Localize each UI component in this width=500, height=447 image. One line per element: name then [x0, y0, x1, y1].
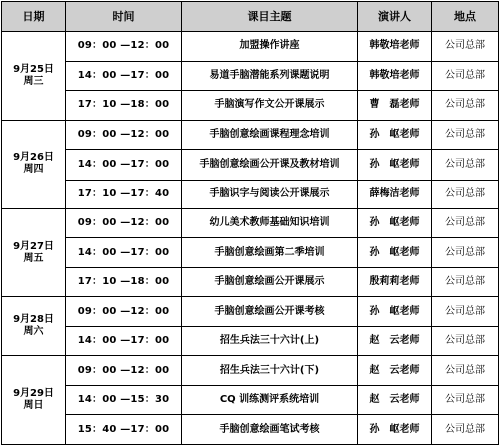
location-cell: 公司总部 — [432, 32, 499, 62]
location-cell: 公司总部 — [432, 91, 499, 121]
table-row — [2, 385, 499, 415]
location-cell: 公司总部 — [432, 150, 499, 181]
weekday-text: 周五 — [23, 252, 44, 264]
table-row — [2, 238, 499, 268]
time-cell: 09：00 —12：00 — [66, 297, 182, 327]
speaker-cell: 孙 岖老师 — [358, 415, 432, 445]
table-row — [2, 180, 499, 208]
table-row — [2, 91, 499, 121]
date-cell — [2, 297, 66, 356]
time-cell: 15：40 —17：00 — [66, 415, 182, 445]
schedule-table — [1, 1, 499, 445]
location-cell: 公司总部 — [432, 326, 499, 356]
speaker-cell: 韩敬培老师 — [358, 32, 432, 62]
location-cell: 公司总部 — [432, 297, 499, 327]
table-row — [2, 326, 499, 356]
date-text: 9月26日 — [13, 152, 54, 164]
table-row — [2, 297, 499, 327]
table-row — [2, 267, 499, 297]
time-cell: 14：00 —17：00 — [66, 326, 182, 356]
topic-cell: 手脑演写作文公开课展示 — [182, 91, 358, 121]
topic-cell: 易道手脑潜能系列课题说明 — [182, 61, 358, 91]
speaker-cell: 孙 岖老师 — [358, 208, 432, 238]
location-cell: 公司总部 — [432, 267, 499, 297]
topic-cell: 手脑创意绘画公开课展示 — [182, 267, 358, 297]
topic-cell: 幼儿美术教师基础知识培训 — [182, 208, 358, 238]
header-speaker: 演讲人 — [358, 2, 432, 32]
time-cell: 17：10 —18：00 — [66, 91, 182, 121]
speaker-cell: 赵 云老师 — [358, 385, 432, 415]
topic-cell: 手脑创意绘画公开课及教材培训 — [182, 150, 358, 181]
table-row — [2, 208, 499, 238]
weekday-text: 周三 — [23, 75, 44, 87]
topic-cell: 手脑创意绘画笔试考核 — [182, 415, 358, 445]
time-cell: 14：00 —15：30 — [66, 385, 182, 415]
table-row — [2, 415, 499, 445]
table-row — [2, 150, 499, 181]
date-cell — [2, 356, 66, 445]
topic-cell: CQ 训练测评系统培训 — [182, 385, 358, 415]
date-cell — [2, 208, 66, 297]
location-cell: 公司总部 — [432, 61, 499, 91]
time-cell: 09：00 —12：00 — [66, 356, 182, 386]
speaker-cell: 孙 岖老师 — [358, 150, 432, 181]
speaker-cell: 孙 岖老师 — [358, 297, 432, 327]
table-row — [2, 120, 499, 150]
table-row — [2, 356, 499, 386]
time-cell: 14：00 —17：00 — [66, 61, 182, 91]
time-cell: 09：00 —12：00 — [66, 32, 182, 62]
speaker-cell: 赵 云老师 — [358, 326, 432, 356]
header-topic: 课目主题 — [182, 2, 358, 32]
location-cell: 公司总部 — [432, 385, 499, 415]
location-cell: 公司总部 — [432, 180, 499, 208]
location-cell: 公司总部 — [432, 415, 499, 445]
table-row — [2, 32, 499, 62]
weekday-text: 周日 — [23, 400, 44, 412]
date-text: 9月28日 — [13, 314, 54, 326]
table-row — [2, 61, 499, 91]
date-cell — [2, 32, 66, 121]
time-cell: 14：00 —17：00 — [66, 150, 182, 181]
speaker-cell: 曹 磊老师 — [358, 91, 432, 121]
time-cell: 17：10 —18：00 — [66, 267, 182, 297]
location-cell: 公司总部 — [432, 208, 499, 238]
header-date: 日期 — [2, 2, 66, 32]
speaker-cell: 韩敬培老师 — [358, 61, 432, 91]
topic-cell: 招生兵法三十六计(下) — [182, 356, 358, 386]
time-cell: 09：00 —12：00 — [66, 208, 182, 238]
time-cell: 09：00 —12：00 — [66, 120, 182, 150]
header-time: 时间 — [66, 2, 182, 32]
speaker-cell: 孙 岖老师 — [358, 238, 432, 268]
date-text: 9月25日 — [13, 63, 54, 75]
location-cell: 公司总部 — [432, 120, 499, 150]
time-cell: 17：10 —17：40 — [66, 180, 182, 208]
weekday-text: 周四 — [23, 164, 44, 176]
date-text: 9月29日 — [13, 388, 54, 400]
topic-cell: 加盟操作讲座 — [182, 32, 358, 62]
topic-cell: 手脑创意绘画公开课考核 — [182, 297, 358, 327]
header-row — [2, 2, 499, 32]
speaker-cell: 薛梅洁老师 — [358, 180, 432, 208]
speaker-cell: 孙 岖老师 — [358, 120, 432, 150]
date-cell — [2, 120, 66, 208]
date-text: 9月27日 — [13, 240, 54, 252]
location-cell: 公司总部 — [432, 356, 499, 386]
location-cell: 公司总部 — [432, 238, 499, 268]
speaker-cell: 殷莉莉老师 — [358, 267, 432, 297]
topic-cell: 手脑创意绘画课程理念培训 — [182, 120, 358, 150]
topic-cell: 手脑创意绘画第二季培训 — [182, 238, 358, 268]
time-cell: 14：00 —17：00 — [66, 238, 182, 268]
topic-cell: 手脑识字与阅读公开课展示 — [182, 180, 358, 208]
speaker-cell: 赵 云老师 — [358, 356, 432, 386]
topic-cell: 招生兵法三十六计(上) — [182, 326, 358, 356]
weekday-text: 周六 — [23, 326, 44, 338]
header-location: 地点 — [432, 2, 499, 32]
